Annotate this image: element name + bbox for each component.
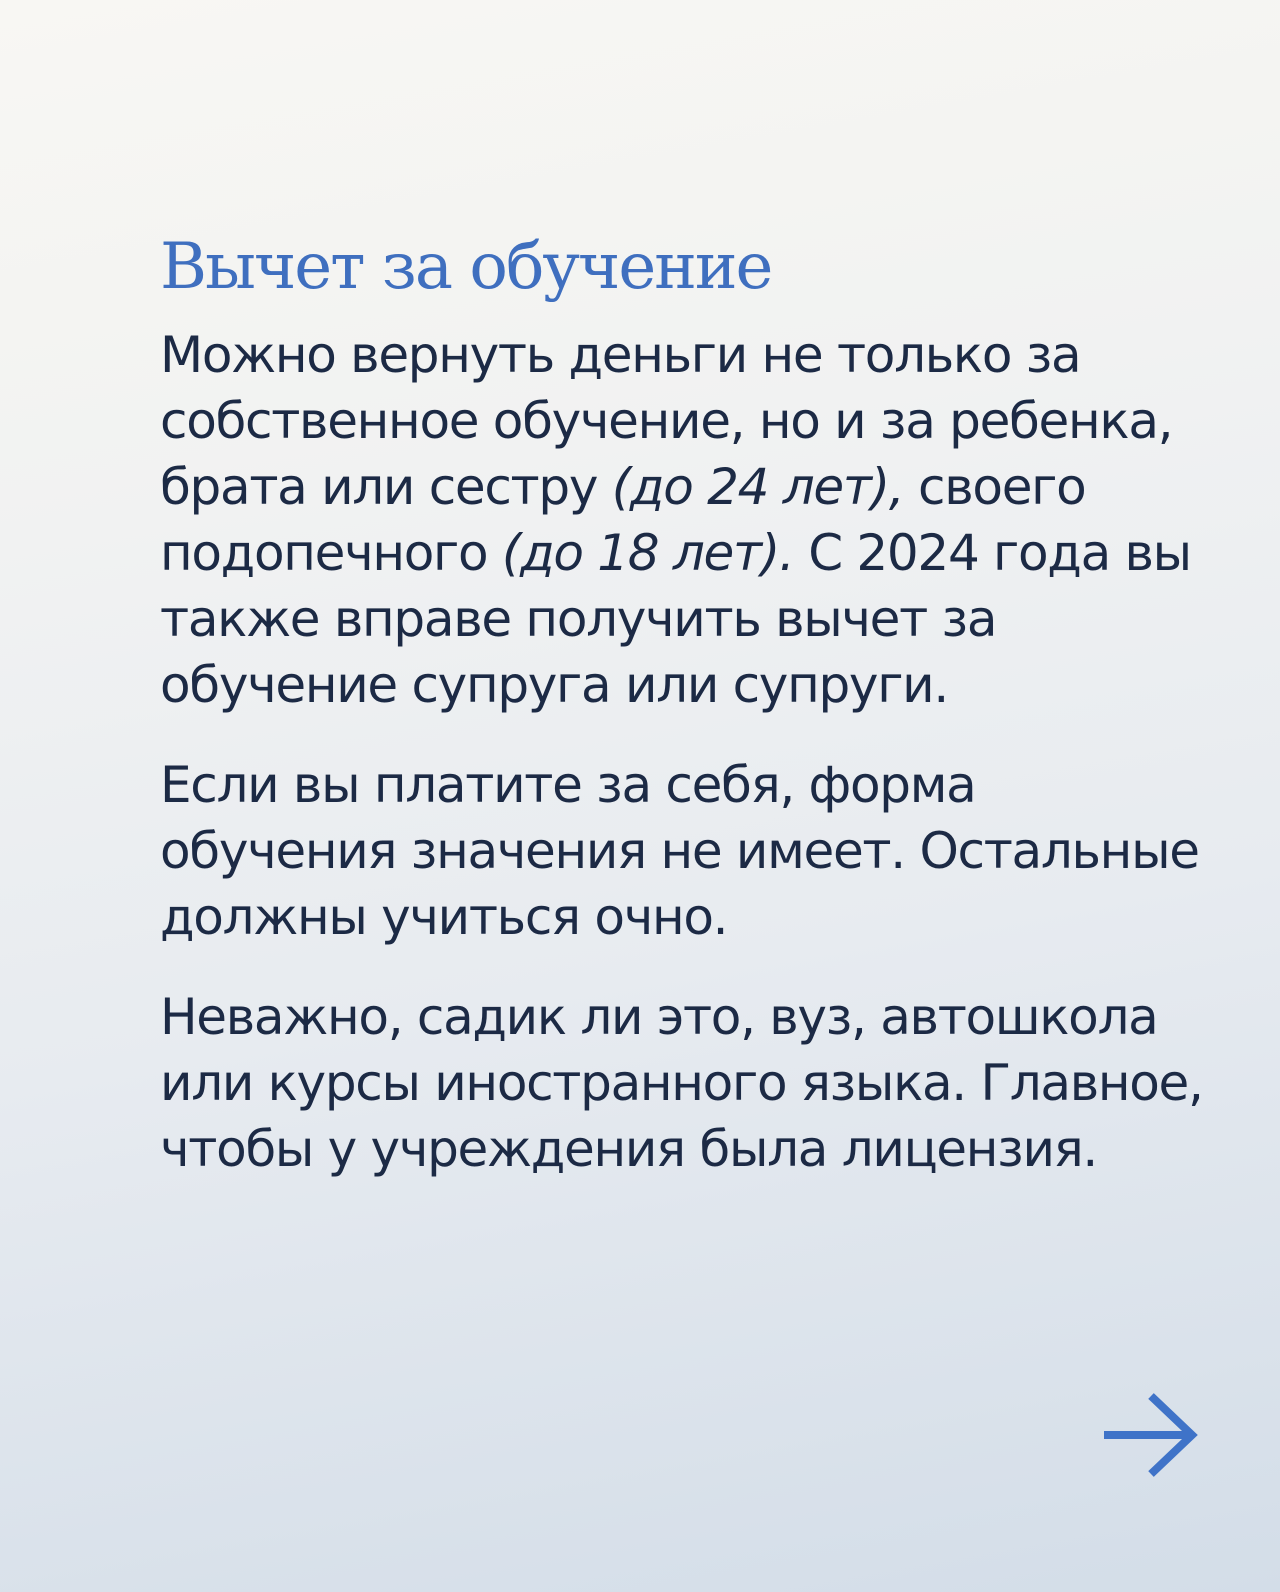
paragraph-study-form: Если вы платите за себя, форма обучения значения не имеет. Остальные должны учиться очно. xyxy=(160,756,1199,946)
paragraph-eligible-relatives xyxy=(160,322,1220,718)
arrow-right-icon[interactable] xyxy=(1100,1390,1202,1480)
paragraph-text: своего подопечного xyxy=(160,458,1086,582)
slide-title: Вычет за обучение xyxy=(160,230,772,304)
paragraph-text: С 2024 года вы также вправе получить вычет за обучение супруга или супруги. xyxy=(160,524,1191,714)
age-note-siblings: (до 24 лет), xyxy=(611,458,904,516)
paragraph-text: Можно вернуть деньги не только за собственное обучение, но и за ребенка, брата или сестру xyxy=(160,326,1173,516)
age-note-ward: (до 18 лет). xyxy=(501,524,794,582)
slide-content xyxy=(160,222,1220,1182)
paragraph-institutions: Неважно, садик ли это, вуз, автошкола или курсы иностранного языка. Главное, чтобы у учреждения была лицензия. xyxy=(160,988,1203,1178)
